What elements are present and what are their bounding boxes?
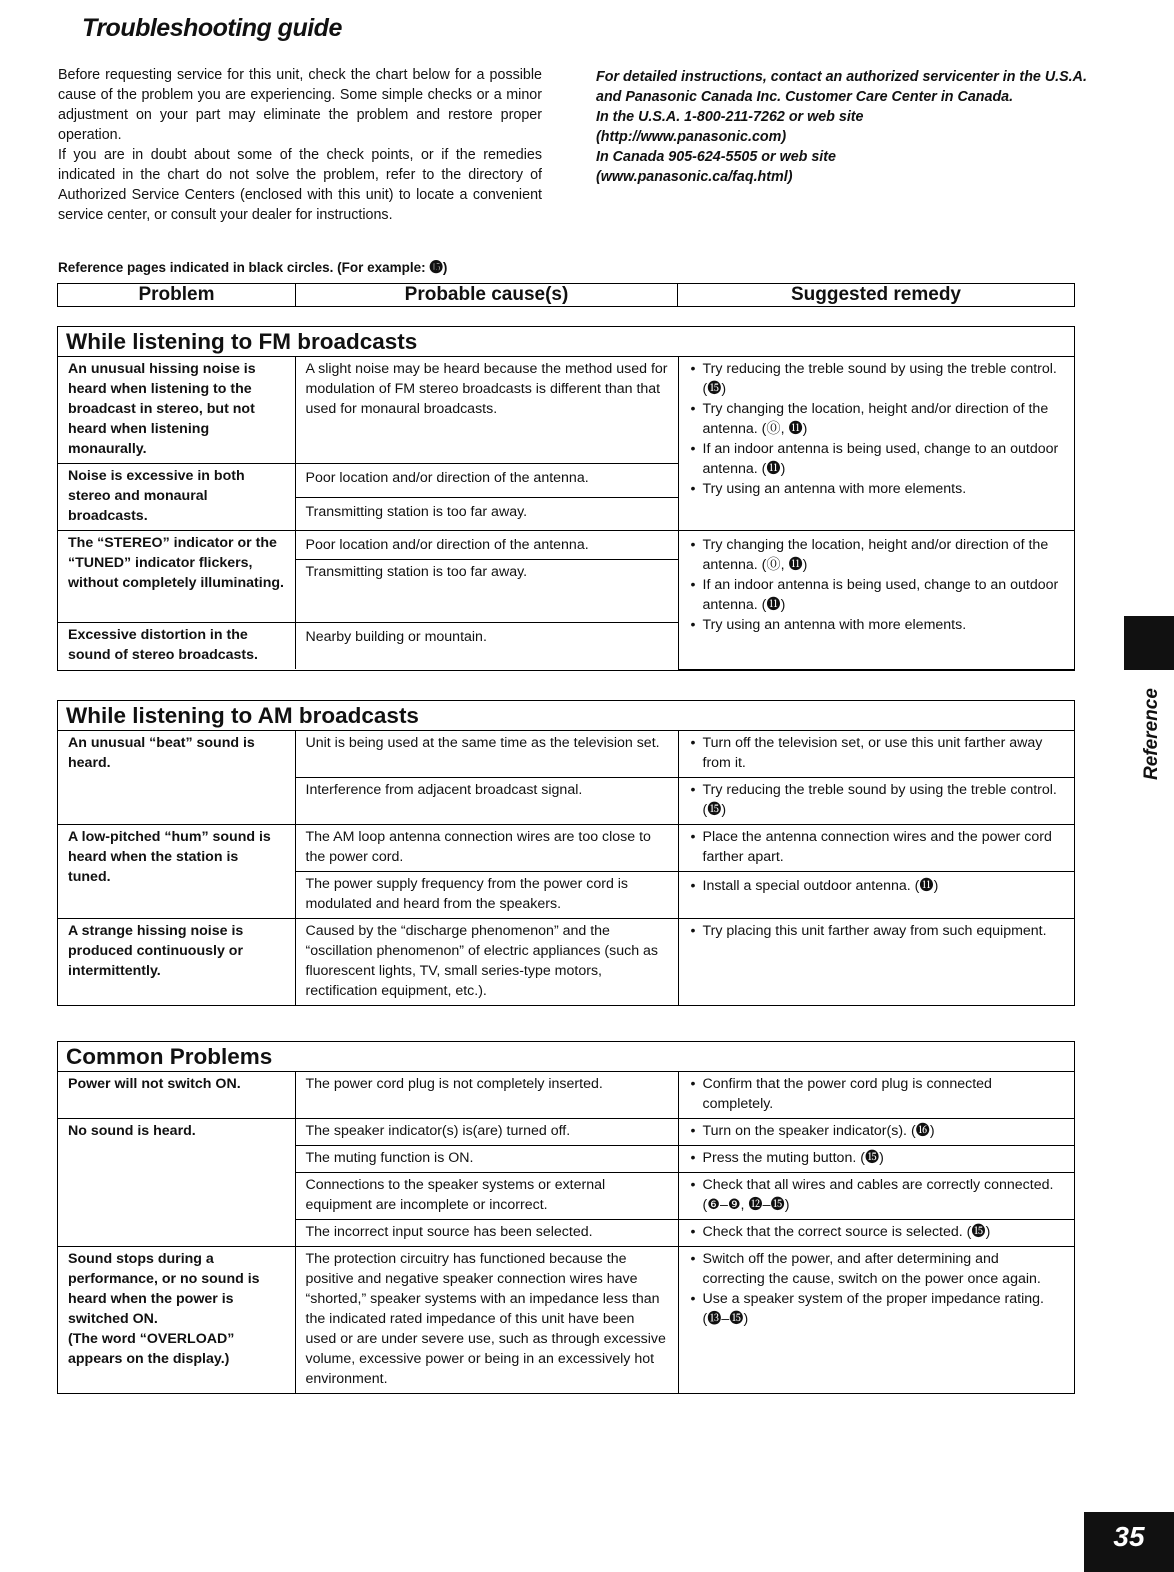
cause-cell: Connections to the speaker systems or external equipment are incomplete or incorrect. <box>295 1173 678 1220</box>
remedy-item: • Check that the correct source is selected. (⓯) <box>689 1222 1065 1242</box>
cause-cell: Transmitting station is too far away. <box>295 560 678 623</box>
am-section <box>57 700 1075 1006</box>
remedy-cell <box>678 825 1074 872</box>
remedy-item: • Place the antenna connection wires and the power cord farther apart. <box>689 827 1065 867</box>
intro-paragraph-1: Before requesting service for this unit, check the chart below for a possible cause of the problem you are experiencing. Some simple checks or a minor adjustment on your part may eliminate the problem and restore proper operation. <box>58 67 542 143</box>
remedy-cell <box>678 778 1074 825</box>
remedy-cell <box>678 1146 1074 1173</box>
table-row <box>58 731 1074 778</box>
problem-cell: An unusual “beat” sound is heard. <box>58 731 295 825</box>
remedy-item: • Try using an antenna with more elements. <box>689 479 1065 499</box>
remedy-cell <box>678 1119 1074 1146</box>
remedy-item: • Switch off the power, and after determining and correcting the cause, switch on the power once again. <box>689 1249 1065 1289</box>
contact-line: In Canada 905-624-5505 or web site <box>596 149 836 165</box>
cause-cell: The speaker indicator(s) is(are) turned off. <box>295 1119 678 1146</box>
cause-cell: The power supply frequency from the power cord is modulated and heard from the speakers. <box>295 872 678 919</box>
table-header <box>57 283 1075 307</box>
fm-section <box>57 326 1075 671</box>
remedy-cell <box>678 531 1074 670</box>
common-section <box>57 1041 1075 1394</box>
table-row <box>58 1247 1074 1394</box>
problem-cell: The “STEREO” indicator or the “TUNED” indicator flickers, without completely illuminating. <box>58 531 295 623</box>
cause-cell: The muting function is ON. <box>295 1146 678 1173</box>
cause-cell: Nearby building or mountain. <box>295 623 678 670</box>
problem-text: Sound stops during a performance, or no sound is heard when the power is switched ON. <box>68 1251 260 1327</box>
remedy-item: • Try changing the location, height and/or direction of the antenna. (⓪, ⓫) <box>689 535 1065 575</box>
cause-cell: Poor location and/or direction of the antenna. <box>295 531 678 560</box>
remedy-item: • Use a speaker system of the proper impedance rating. (⓭–⓯) <box>689 1289 1065 1329</box>
problem-cell: Excessive distortion in the sound of stereo broadcasts. <box>58 623 295 670</box>
cause-cell: The incorrect input source has been selected. <box>295 1220 678 1247</box>
remedy-cell <box>678 1173 1074 1220</box>
reference-note: Reference pages indicated in black circles. (For example: ⓯) <box>58 260 448 275</box>
table-row <box>58 1119 1074 1146</box>
contact-info <box>596 67 1096 187</box>
contact-line: (www.panasonic.ca/faq.html) <box>596 169 793 185</box>
intro-paragraph-2: If you are in doubt about some of the check points, or if the remedies indicated in the chart do not solve the problem, refer to the directory of Authorized Service Centers (enclosed with this unit) to locate a convenient service center, or consult your dealer for instructions. <box>58 147 542 223</box>
remedy-item: • If an indoor antenna is being used, change to an outdoor antenna. (⓫) <box>689 439 1065 479</box>
remedy-item: • Turn off the television set, or use this unit farther away from it. <box>689 733 1065 773</box>
remedy-item: • Try reducing the treble sound by using the treble control. (⓯) <box>689 359 1065 399</box>
side-label: Reference <box>1141 688 1162 780</box>
remedy-cell <box>678 731 1074 778</box>
remedy-cell <box>678 872 1074 919</box>
remedy-item: • If an indoor antenna is being used, change to an outdoor antenna. (⓫) <box>689 575 1065 615</box>
cause-cell: Interference from adjacent broadcast signal. <box>295 778 678 825</box>
fm-table <box>58 357 1074 670</box>
cause-cell: Caused by the “discharge phenomenon” and the “oscillation phenomenon” of electric appliances (such as fluorescent lights, TV, small series-type motors, rectification equipment, etc.). <box>295 919 678 1006</box>
remedy-item: • Try reducing the treble sound by using the treble control. (⓯) <box>689 780 1065 820</box>
remedy-cell <box>678 919 1074 1006</box>
remedy-item: • Try placing this unit farther away from such equipment. <box>689 921 1065 941</box>
problem-cell: Noise is excessive in both stereo and monaural broadcasts. <box>58 464 295 531</box>
contact-line: (http://www.panasonic.com) <box>596 129 787 145</box>
cause-cell: The power cord plug is not completely inserted. <box>295 1072 678 1119</box>
problem-note: (The word “OVERLOAD” appears on the display.) <box>68 1331 235 1367</box>
header-problem: Problem <box>58 284 296 306</box>
remedy-item: • Try changing the location, height and/or direction of the antenna. (⓪, ⓫) <box>689 399 1065 439</box>
remedy-cell <box>678 1072 1074 1119</box>
remedy-item: • Turn on the speaker indicator(s). (⓰) <box>689 1121 1065 1141</box>
problem-cell: Power will not switch ON. <box>58 1072 295 1119</box>
am-section-title: While listening to AM broadcasts <box>58 701 1074 731</box>
intro-text <box>58 65 542 225</box>
problem-cell: A low-pitched “hum” sound is heard when the station is tuned. <box>58 825 295 919</box>
remedy-item: • Check that all wires and cables are correctly connected. (❻–❾, ⓬–⓯) <box>689 1175 1065 1215</box>
table-row <box>58 919 1074 1006</box>
remedy-item: • Press the muting button. (⓯) <box>689 1148 1065 1168</box>
remedy-cell <box>678 1247 1074 1394</box>
table-row <box>58 1072 1074 1119</box>
contact-line: For detailed instructions, contact an authorized servicenter in the U.S.A. and Panasonic Canada Inc. Customer Care Center in Canada. <box>596 69 1087 105</box>
problem-cell: No sound is heard. <box>58 1119 295 1247</box>
table-row <box>58 357 1074 464</box>
problem-cell <box>58 1247 295 1394</box>
cause-cell: Poor location and/or direction of the antenna. <box>295 464 678 498</box>
table-row <box>58 825 1074 872</box>
cause-cell: Unit is being used at the same time as the television set. <box>295 731 678 778</box>
remedy-cell <box>678 357 1074 531</box>
section-tab-marker <box>1124 616 1174 670</box>
am-table <box>58 731 1074 1005</box>
page-number: 35 <box>1084 1512 1174 1572</box>
problem-cell: An unusual hissing noise is heard when listening to the broadcast in stereo, but not heard when listening monaurally. <box>58 357 295 464</box>
table-row <box>58 531 1074 560</box>
cause-cell: The protection circuitry has functioned because the positive and negative speaker connection wires have “shorted,” speaker systems with an impedance less than the indicated rated impedance of this unit have been used or are under severe use, such as through excessive volume, excessive power or being in an excessively hot environment. <box>295 1247 678 1394</box>
cause-cell: Transmitting station is too far away. <box>295 497 678 531</box>
remedy-cell <box>678 1220 1074 1247</box>
common-section-title: Common Problems <box>58 1042 1074 1072</box>
fm-section-title: While listening to FM broadcasts <box>58 327 1074 357</box>
contact-line: In the U.S.A. 1-800-211-7262 or web site <box>596 109 864 125</box>
remedy-item: • Install a special outdoor antenna. (⓫) <box>689 876 1065 896</box>
header-cause: Probable cause(s) <box>296 284 678 306</box>
remedy-item: • Try using an antenna with more elements. <box>689 615 1065 635</box>
common-table <box>58 1072 1074 1393</box>
remedy-item: • Confirm that the power cord plug is connected completely. <box>689 1074 1065 1114</box>
header-remedy: Suggested remedy <box>791 284 961 305</box>
page-title: Troubleshooting guide <box>82 14 342 42</box>
problem-cell: A strange hissing noise is produced continuously or intermittently. <box>58 919 295 1006</box>
cause-cell: The AM loop antenna connection wires are too close to the power cord. <box>295 825 678 872</box>
cause-cell: A slight noise may be heard because the method used for modulation of FM stereo broadcasts is different than that used for monaural broadcasts. <box>295 357 678 464</box>
